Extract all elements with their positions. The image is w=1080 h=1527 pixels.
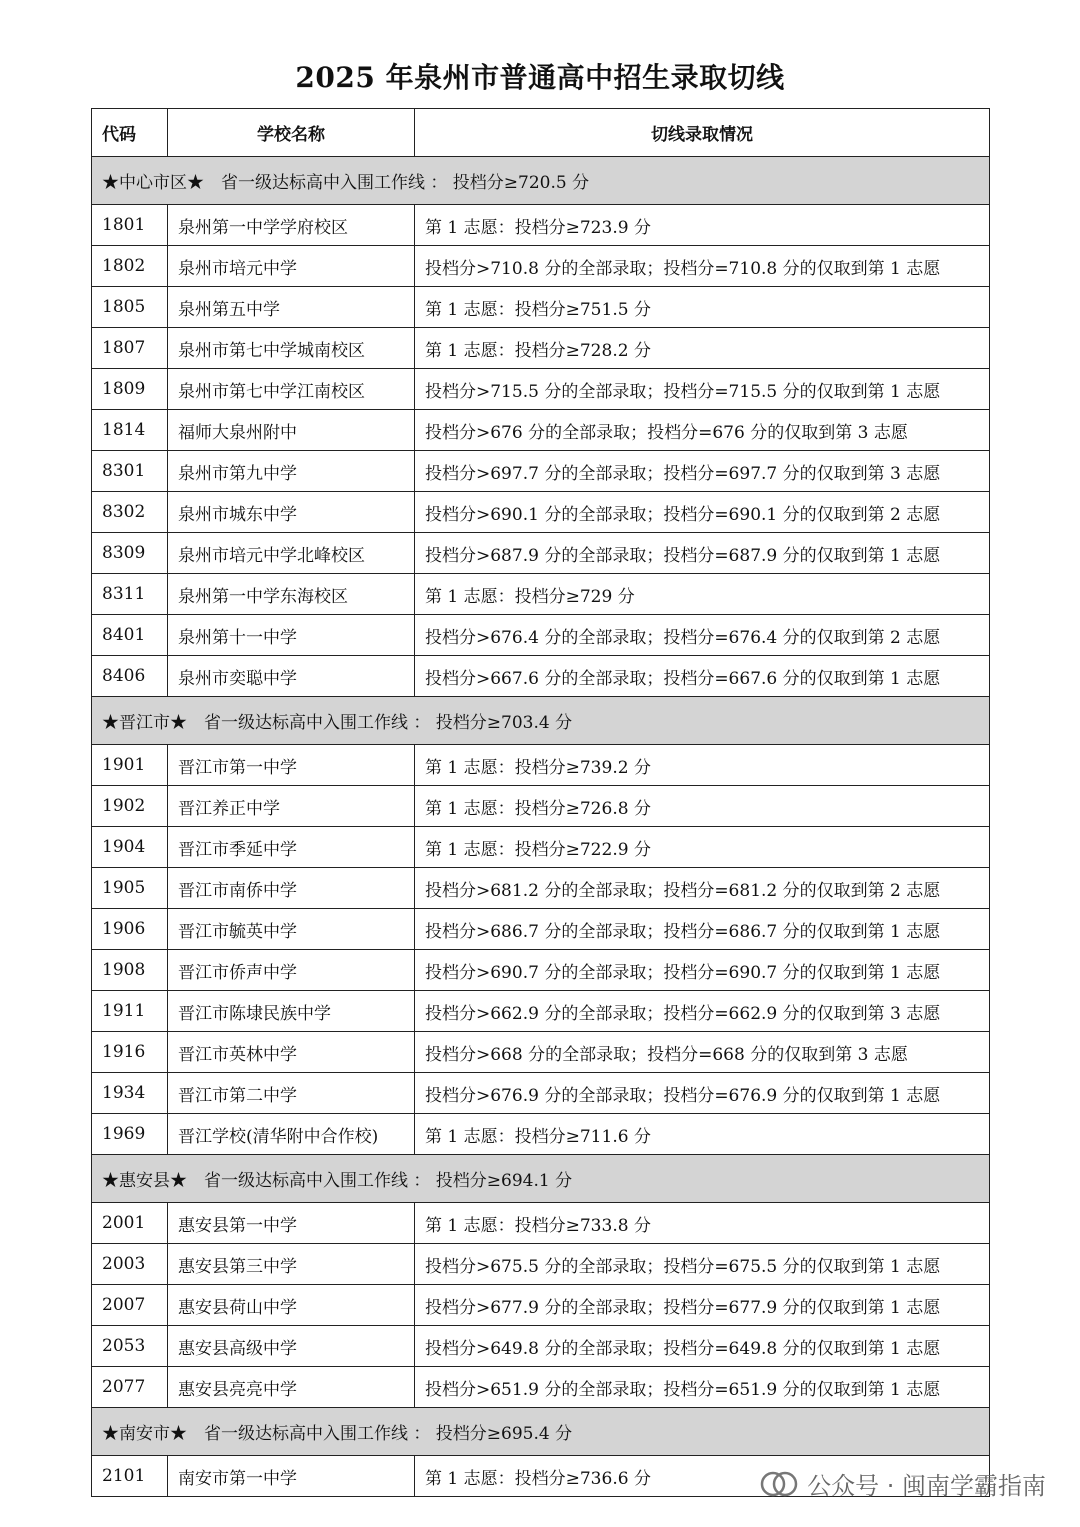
cell-code: 8302 (92, 492, 168, 533)
cell-code: 2077 (92, 1367, 168, 1408)
cell-cutoff: 投档分>675.5 分的全部录取；投档分=675.5 分的仅取到第 1 志愿 (415, 1244, 990, 1285)
table-row (92, 1244, 990, 1285)
cell-school-name: 惠安县高级中学 (168, 1326, 415, 1367)
cell-code: 8311 (92, 574, 168, 615)
cell-code: 1807 (92, 328, 168, 369)
watermark (759, 1466, 1046, 1501)
cell-cutoff: 投档分>662.9 分的全部录取；投档分=662.9 分的仅取到第 3 志愿 (415, 991, 990, 1032)
section-row (92, 157, 990, 205)
watermark-text: 公众号 · 闽南学霸指南 (807, 1472, 1046, 1500)
header-code: 代码 (92, 109, 168, 157)
table-row (92, 369, 990, 410)
page-title: 2025 年泉州市普通高中招生录取切线 (295, 61, 785, 94)
cell-code: 1934 (92, 1073, 168, 1114)
cell-cutoff: 投档分>715.5 分的全部录取；投档分=715.5 分的仅取到第 1 志愿 (415, 369, 990, 410)
cell-school-name: 惠安县亮亮中学 (168, 1367, 415, 1408)
table-row (92, 745, 990, 786)
cell-code: 1906 (92, 909, 168, 950)
header-cutoff: 切线录取情况 (415, 109, 990, 157)
cell-cutoff: 投档分>681.2 分的全部录取；投档分=681.2 分的仅取到第 2 志愿 (415, 868, 990, 909)
cell-code: 2101 (92, 1456, 168, 1497)
cell-cutoff: 投档分>651.9 分的全部录取；投档分=651.9 分的仅取到第 1 志愿 (415, 1367, 990, 1408)
cell-school-name: 晋江市陈埭民族中学 (168, 991, 415, 1032)
table-row (92, 246, 990, 287)
cell-school-name: 晋江市英林中学 (168, 1032, 415, 1073)
cell-cutoff: 第 1 志愿：投档分≥723.9 分 (415, 205, 990, 246)
cell-cutoff: 第 1 志愿：投档分≥729 分 (415, 574, 990, 615)
table-row (92, 574, 990, 615)
table-row (92, 991, 990, 1032)
cell-cutoff: 第 1 志愿：投档分≥711.6 分 (415, 1114, 990, 1155)
wechat-official-account-icon (759, 1469, 799, 1499)
cell-code: 1809 (92, 369, 168, 410)
table-row (92, 1285, 990, 1326)
cell-code: 1802 (92, 246, 168, 287)
table-row (92, 656, 990, 697)
cell-school-name: 晋江养正中学 (168, 786, 415, 827)
cell-school-name: 泉州市第九中学 (168, 451, 415, 492)
cell-cutoff: 投档分>676 分的全部录取；投档分=676 分的仅取到第 3 志愿 (415, 410, 990, 451)
cell-cutoff: 投档分>668 分的全部录取；投档分=668 分的仅取到第 3 志愿 (415, 1032, 990, 1073)
table-row (92, 909, 990, 950)
cell-school-name: 泉州市培元中学北峰校区 (168, 533, 415, 574)
cell-code: 1904 (92, 827, 168, 868)
table-row (92, 1114, 990, 1155)
cell-school-name: 泉州市第七中学江南校区 (168, 369, 415, 410)
cell-school-name: 晋江市侨声中学 (168, 950, 415, 991)
section-row (92, 1408, 990, 1456)
cell-code: 1969 (92, 1114, 168, 1155)
table-row (92, 410, 990, 451)
cell-cutoff: 第 1 志愿：投档分≥736.6 分 (415, 1456, 990, 1497)
cell-cutoff: 投档分>690.1 分的全部录取；投档分=690.1 分的仅取到第 2 志愿 (415, 492, 990, 533)
cell-code: 2003 (92, 1244, 168, 1285)
table-row (92, 1367, 990, 1408)
cell-school-name: 晋江市第二中学 (168, 1073, 415, 1114)
cell-cutoff: 投档分>686.7 分的全部录取；投档分=686.7 分的仅取到第 1 志愿 (415, 909, 990, 950)
cell-school-name: 晋江学校(清华附中合作校) (168, 1114, 415, 1155)
cell-cutoff: 投档分>667.6 分的全部录取；投档分=667.6 分的仅取到第 1 志愿 (415, 656, 990, 697)
cell-school-name: 泉州第一中学东海校区 (168, 574, 415, 615)
table-header-row (92, 109, 990, 157)
cell-school-name: 晋江市南侨中学 (168, 868, 415, 909)
cell-code: 8301 (92, 451, 168, 492)
cell-school-name: 福师大泉州附中 (168, 410, 415, 451)
cell-code: 1902 (92, 786, 168, 827)
cell-code: 1905 (92, 868, 168, 909)
cell-school-name: 泉州市第七中学城南校区 (168, 328, 415, 369)
cell-cutoff: 第 1 志愿：投档分≥726.8 分 (415, 786, 990, 827)
section-row (92, 697, 990, 745)
cell-cutoff: 第 1 志愿：投档分≥751.5 分 (415, 287, 990, 328)
cell-cutoff: 第 1 志愿：投档分≥733.8 分 (415, 1203, 990, 1244)
header-school-name: 学校名称 (168, 109, 415, 157)
cell-code: 2001 (92, 1203, 168, 1244)
cell-school-name: 泉州第十一中学 (168, 615, 415, 656)
cell-school-name: 泉州市奕聪中学 (168, 656, 415, 697)
table-row (92, 287, 990, 328)
section-label: ★晋江市★ 省一级达标高中入围工作线 ： 投档分≥703.4 分 (92, 697, 990, 745)
cell-cutoff: 投档分>690.7 分的全部录取；投档分=690.7 分的仅取到第 1 志愿 (415, 950, 990, 991)
table-row (92, 1326, 990, 1367)
cell-code: 1805 (92, 287, 168, 328)
cell-code: 8406 (92, 656, 168, 697)
table-row (92, 868, 990, 909)
cell-school-name: 晋江市毓英中学 (168, 909, 415, 950)
table-row (92, 492, 990, 533)
cell-code: 8309 (92, 533, 168, 574)
table-row (92, 786, 990, 827)
cutoff-table (91, 108, 990, 1497)
cell-cutoff: 第 1 志愿：投档分≥722.9 分 (415, 827, 990, 868)
cell-code: 2053 (92, 1326, 168, 1367)
cell-cutoff: 投档分>697.7 分的全部录取；投档分=697.7 分的仅取到第 3 志愿 (415, 451, 990, 492)
section-label: ★惠安县★ 省一级达标高中入围工作线 ： 投档分≥694.1 分 (92, 1155, 990, 1203)
cell-code: 1901 (92, 745, 168, 786)
section-row (92, 1155, 990, 1203)
cell-cutoff: 第 1 志愿：投档分≥728.2 分 (415, 328, 990, 369)
table-row (92, 533, 990, 574)
table-body (92, 157, 990, 1497)
table-row (92, 827, 990, 868)
cell-code: 2007 (92, 1285, 168, 1326)
cell-cutoff: 投档分>676.9 分的全部录取；投档分=676.9 分的仅取到第 1 志愿 (415, 1073, 990, 1114)
cell-school-name: 泉州第一中学学府校区 (168, 205, 415, 246)
cell-school-name: 晋江市季延中学 (168, 827, 415, 868)
cell-cutoff: 投档分>649.8 分的全部录取；投档分=649.8 分的仅取到第 1 志愿 (415, 1326, 990, 1367)
cell-school-name: 南安市第一中学 (168, 1456, 415, 1497)
cell-cutoff: 投档分>677.9 分的全部录取；投档分=677.9 分的仅取到第 1 志愿 (415, 1285, 990, 1326)
table-row (92, 205, 990, 246)
table-row (92, 1073, 990, 1114)
cell-school-name: 泉州市培元中学 (168, 246, 415, 287)
table-row (92, 328, 990, 369)
cell-code: 8401 (92, 615, 168, 656)
cell-school-name: 惠安县荷山中学 (168, 1285, 415, 1326)
section-label: ★中心市区★ 省一级达标高中入围工作线 ： 投档分≥720.5 分 (92, 157, 990, 205)
cell-code: 1916 (92, 1032, 168, 1073)
table-row (92, 950, 990, 991)
cell-school-name: 惠安县第一中学 (168, 1203, 415, 1244)
cell-code: 1908 (92, 950, 168, 991)
table-row (92, 615, 990, 656)
cell-school-name: 惠安县第三中学 (168, 1244, 415, 1285)
cell-code: 1801 (92, 205, 168, 246)
cell-code: 1814 (92, 410, 168, 451)
cell-code: 1911 (92, 991, 168, 1032)
cell-school-name: 泉州市城东中学 (168, 492, 415, 533)
cell-cutoff: 投档分>710.8 分的全部录取；投档分=710.8 分的仅取到第 1 志愿 (415, 246, 990, 287)
table-row (92, 1032, 990, 1073)
table-row (92, 451, 990, 492)
cell-cutoff: 第 1 志愿：投档分≥739.2 分 (415, 745, 990, 786)
section-label: ★南安市★ 省一级达标高中入围工作线 ： 投档分≥695.4 分 (92, 1408, 990, 1456)
table-row (92, 1203, 990, 1244)
cell-school-name: 泉州第五中学 (168, 287, 415, 328)
cell-school-name: 晋江市第一中学 (168, 745, 415, 786)
cell-cutoff: 投档分>676.4 分的全部录取；投档分=676.4 分的仅取到第 2 志愿 (415, 615, 990, 656)
cell-cutoff: 投档分>687.9 分的全部录取；投档分=687.9 分的仅取到第 1 志愿 (415, 533, 990, 574)
